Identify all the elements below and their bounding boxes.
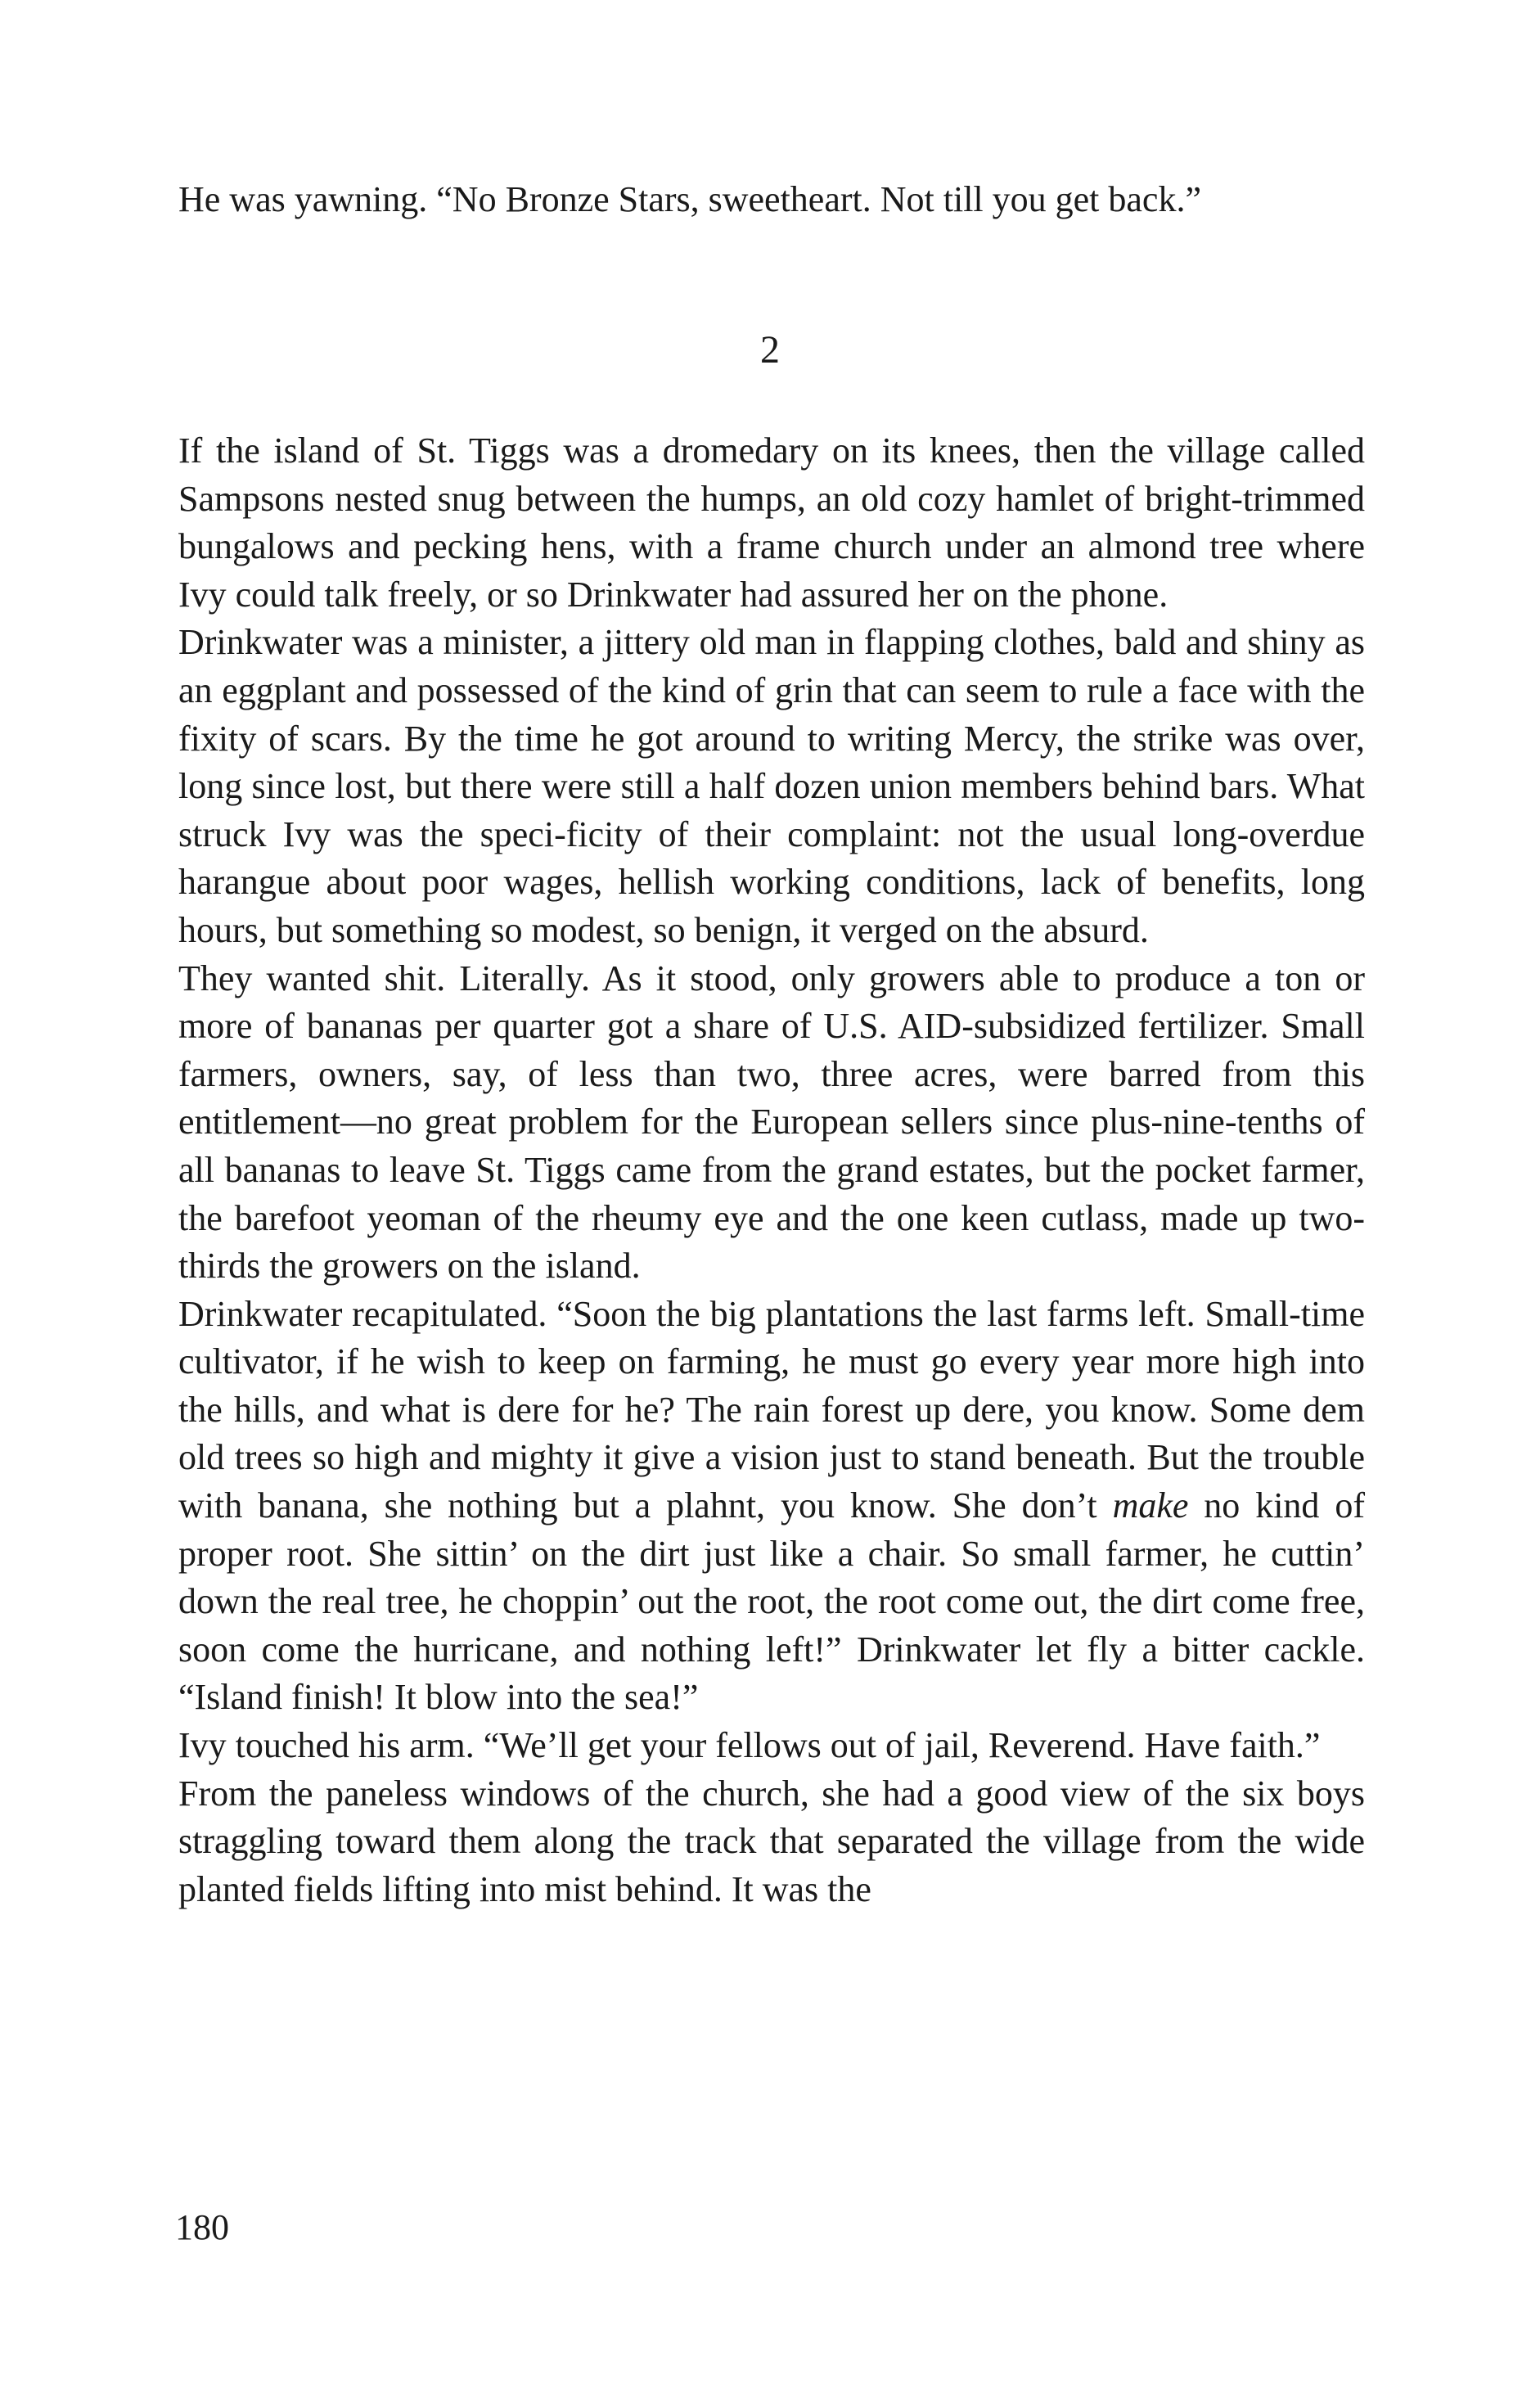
paragraph-text: no kind of proper root. She sittin’ on the dirt just like a chair. So small farmer, he cuttin’ down the real tree, he choppin’ out the root, the root come out, the dirt come free, soon come the hurricane, and nothing left!” Drinkwater let fly a bitter cackle. “Island finish! It blow into the sea!” [178, 1485, 1365, 1718]
paragraph: Drinkwater was a minister, a jittery old man in flapping clothes, bald and shiny as an eggplant and possessed of the kind of grin that can seem to rule a face with the fixity of scars. By the time he got around to writing Mercy, the strike was over, long since lost, but there were still a half dozen union members behind bars. What struck Ivy was the speci-ficity of their complaint: not the usual long-overdue harangue about poor wages, hellish working conditions, lack of benefits, long hours, but something so modest, so benign, it verged on the absurd. [178, 622, 1365, 950]
paragraph: Ivy touched his arm. “We’ll get your fellows out of jail, Reverend. Have faith.” [178, 1725, 1321, 1766]
paragraph [178, 1291, 1365, 1722]
page-number: 180 [175, 2207, 229, 2247]
opening-line: He was yawning. “No Bronze Stars, sweetheart. Not till you get back.” [178, 179, 1201, 219]
paragraph: They wanted shit. Literally. As it stood, only growers able to produce a ton or more of bananas per quarter got a share of U.S. AID-subsidized fertilizer. Small farmers, owners, say, of less than two, three acres, were barred from this entitlement—no great problem for the European sellers since plus-nine-tenths of all bananas to leave St. Tiggs came from the grand estates, but the pocket farmer, the barefoot yeoman of the rheumy eye and the one keen cutlass, made up two-thirds the growers on the island. [178, 958, 1365, 1287]
emphasized-word: make [1112, 1485, 1189, 1526]
paragraph: If the island of St. Tiggs was a dromedary on its knees, then the village called Sampsons nested snug between the humps, an old cozy hamlet of bright-trimmed bungalows and pecking hens, with a frame church under an almond tree where Ivy could talk freely, or so Drinkwater had assured her on the phone. [178, 430, 1365, 615]
paragraph: From the paneless windows of the church, she had a good view of the six boys straggling toward them along the track that separated the village from the wide planted fields lifting into mist behind. It was the [178, 1773, 1365, 1909]
section-number: 2 [760, 328, 780, 372]
paragraph-text: Drinkwater recapitulated. “Soon the big plantations the last farms left. Small-time cultivator, if he wish to keep on farming, he must go every year more high into the hills, and what is dere for he? The rain forest up dere, you know. Some dem old trees so high and mighty it give a vision just to stand beneath. But the trouble with banana, she nothing but a plahnt, you know. She don’t [178, 1293, 1365, 1526]
body-text [178, 427, 1365, 1913]
